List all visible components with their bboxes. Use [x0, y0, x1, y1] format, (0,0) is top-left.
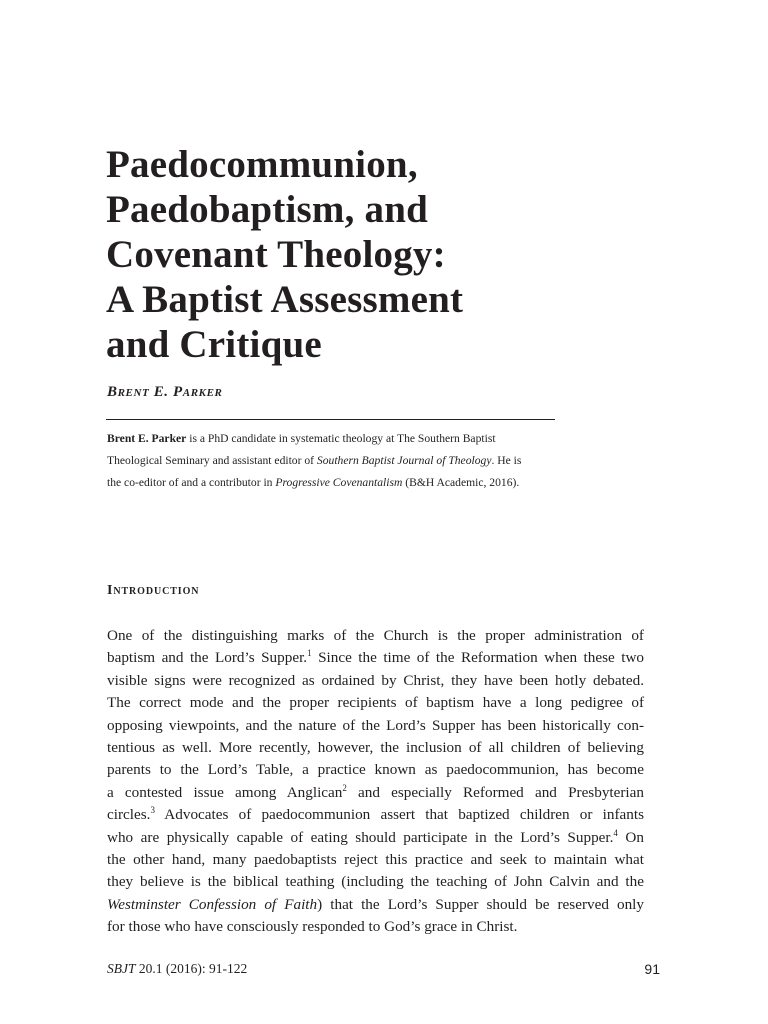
body-line [107, 782, 644, 804]
title-line: A Baptist Assessment [106, 278, 464, 321]
author-byline: Brent E. Parker [107, 384, 223, 400]
body-line: tentious as well. More recently, however, the inclusion of all children of believing [107, 739, 644, 757]
body-text: who are physically capable of eating should participate in the Lord’s Supper. [107, 828, 614, 846]
divider-rule [106, 419, 555, 420]
author-bio [107, 428, 567, 494]
title-line: and Critique [106, 323, 322, 366]
bio-line [107, 472, 567, 494]
bio-book-title: Progressive Covenantalism [275, 476, 403, 489]
body-text: baptism and the Lord’s Supper. [107, 649, 308, 667]
body-line: visible signs were recognized as ordained by Christ, they have been hotly debated. [107, 671, 644, 689]
confession-title: Westminster Confession of Faith [107, 895, 318, 913]
citation-text: 20.1 (2016): 91-122 [135, 961, 248, 976]
bio-text: (B&H Academic, 2016). [402, 476, 520, 489]
body-paragraph [107, 625, 644, 939]
body-line: they believe is the biblical teathing (including the teaching of John Calvin and the [107, 873, 644, 891]
body-line [107, 647, 644, 669]
section-heading: Introduction [107, 583, 200, 598]
footnote-ref[interactable]: 4 [613, 827, 618, 838]
bio-text: . He is [491, 454, 522, 467]
journal-abbrev: SBJT [107, 961, 136, 976]
bio-text: is a PhD candidate in systematic theology at The Southern Baptist [186, 432, 496, 445]
title-line: Covenant Theology: [106, 233, 446, 276]
bio-text: the co-editor of and a contributor in [107, 476, 276, 489]
body-line: One of the distinguishing marks of the Church is the proper administration of [107, 627, 644, 644]
body-line [107, 827, 644, 849]
journal-citation [107, 961, 247, 977]
title-line: Paedocommunion, [106, 143, 418, 186]
body-line: The correct mode and the proper recipients of baptism have a long pedigree of [107, 694, 644, 712]
footnote-ref[interactable]: 1 [307, 648, 312, 659]
body-text: Since the time of the Reformation when these two [311, 649, 644, 667]
bio-line [107, 450, 567, 472]
body-line: opposing viewpoints, and the nature of the Lord’s Supper has been historically con- [107, 716, 644, 734]
title-line: Paedobaptism, and [106, 188, 428, 231]
body-text: Advocates of paedocommunion assert that baptized children or infants [154, 806, 644, 824]
footnote-ref[interactable]: 3 [150, 805, 155, 816]
body-text: ) that the Lord’s Supper should be reserved only [317, 895, 644, 913]
body-text: On [617, 828, 644, 846]
body-line: parents to the Lord’s Table, a practice known as paedocommunion, has become [107, 761, 644, 779]
body-text: circles. [107, 806, 151, 824]
body-line: for those who have consciously responded to God’s grace in Christ. [107, 918, 518, 936]
body-line [107, 804, 644, 826]
body-text: and especially Reformed and Presbyterian [346, 783, 644, 801]
body-line: the other hand, many paedobaptists reject this practice and seek to maintain what [107, 851, 644, 869]
bio-line [107, 428, 567, 450]
page-number: 91 [644, 961, 660, 977]
body-line [107, 894, 644, 916]
bio-journal-title: Southern Baptist Journal of Theology [316, 454, 492, 467]
bio-name: Brent E. Parker [107, 432, 187, 445]
footnote-ref[interactable]: 2 [342, 782, 347, 793]
bio-text: Theological Seminary and assistant editor of [107, 454, 317, 467]
body-text: a contested issue among Anglican [107, 783, 343, 801]
article-title [106, 142, 666, 367]
